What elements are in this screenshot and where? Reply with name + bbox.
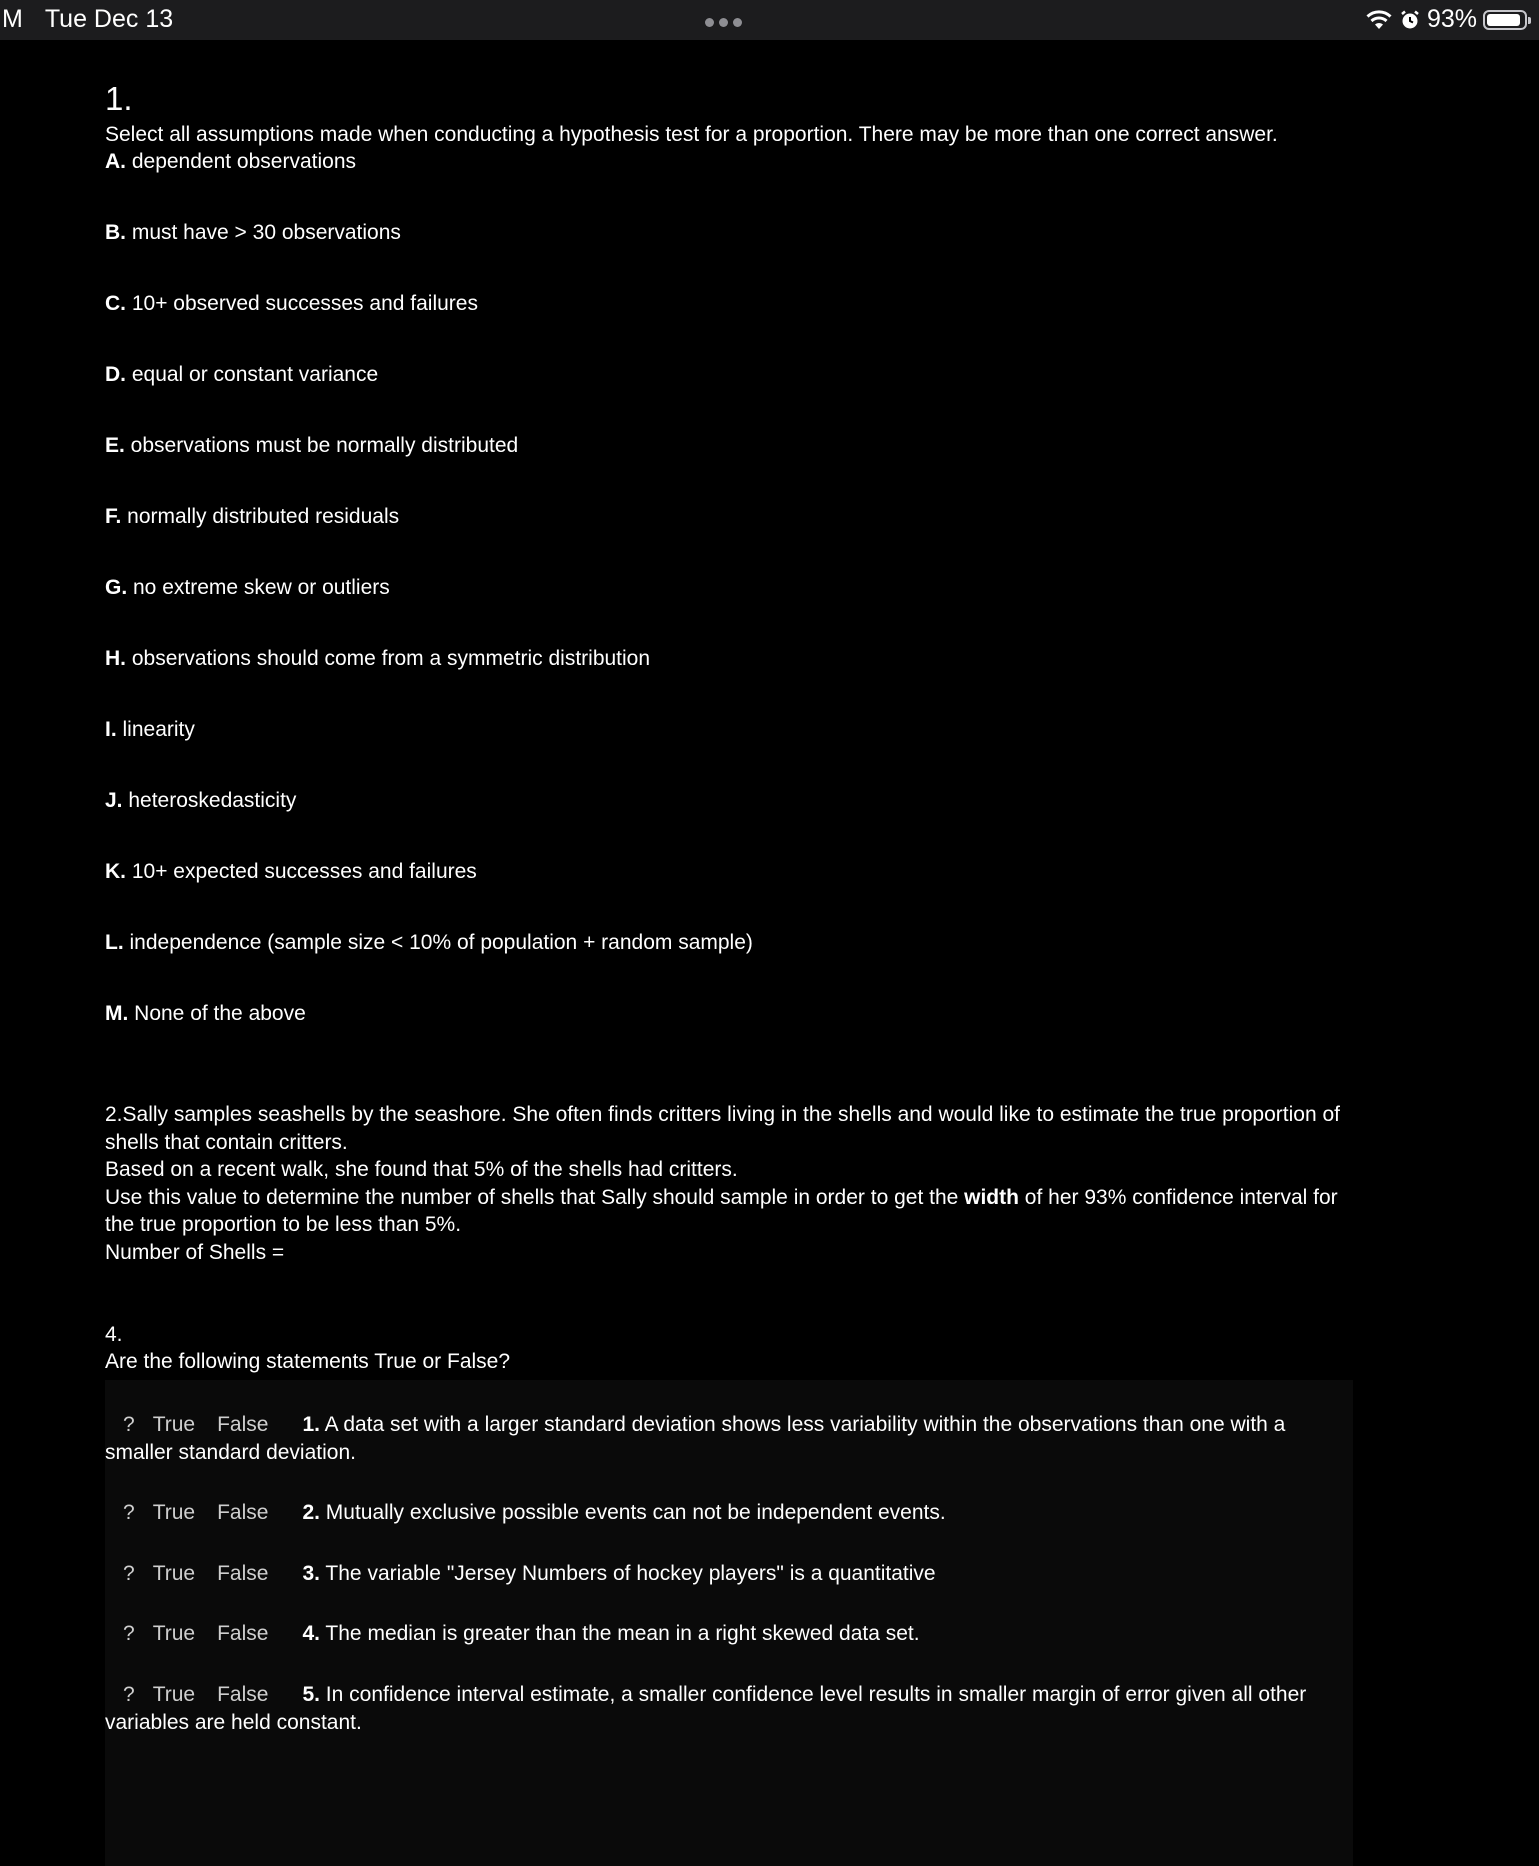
option-g[interactable]: G. no extreme skew or outliers bbox=[105, 576, 390, 599]
alarm-icon bbox=[1399, 9, 1421, 31]
tf-select-1[interactable]: ? True False bbox=[123, 1413, 269, 1436]
tf-statement-1: ? True False 1. A data set with a larger standard deviation shows less variability within the observations than one with a smaller standard deviation. bbox=[105, 1413, 1286, 1464]
question-2-text: 2.Sally samples seashells by the seashore. She often finds critters living in the shells and would like to estimate the true proportion of shells that contain critters. bbox=[105, 1103, 1340, 1154]
question-2 bbox=[105, 1101, 1355, 1267]
status-left bbox=[2, 5, 173, 34]
question-2-observation: Based on a recent walk, she found that 5% of the shells had critters. bbox=[105, 1158, 738, 1182]
option-h[interactable]: H. observations should come from a symmetric distribution bbox=[105, 647, 651, 670]
option-b[interactable]: B. must have > 30 observations bbox=[105, 221, 401, 244]
status-bar bbox=[0, 0, 1539, 40]
option-c[interactable]: C. 10+ observed successes and failures bbox=[105, 292, 478, 315]
tf-statement-3: ? True False 3. The variable "Jersey Numbers of hockey players" is a quantitative bbox=[105, 1560, 1353, 1588]
option-d[interactable]: D. equal or constant variance bbox=[105, 363, 379, 386]
question-1-prompt: Select all assumptions made when conducting a hypothesis test for a proportion. There may be more than one correct answer. bbox=[105, 123, 1278, 146]
tf-select-5[interactable]: ? True False bbox=[123, 1683, 269, 1706]
tf-statement-5: ? True False 5. In confidence interval estimate, a smaller confidence level results in smaller margin of error given all other variables are held constant. bbox=[105, 1683, 1307, 1734]
tf-select-3[interactable]: ? True False bbox=[123, 1562, 269, 1585]
multitasking-dots-icon[interactable] bbox=[705, 18, 742, 27]
question-4-number: 4. bbox=[105, 1323, 123, 1346]
battery-percent: 93% bbox=[1426, 5, 1477, 33]
tf-statement-4: ? True False 4. The median is greater than the mean in a right skewed data set. bbox=[105, 1620, 1353, 1648]
question-2-instruction: Use this value to determine the number of shells that Sally should sample in order to get the width of her 93% confidence interval for the true proportion to be less than 5%. bbox=[105, 1185, 1338, 1237]
option-m[interactable]: M. None of the above bbox=[105, 1002, 306, 1025]
status-right bbox=[1365, 5, 1527, 34]
true-false-panel bbox=[105, 1380, 1353, 1866]
question-2-answer-label: Number of Shells = bbox=[105, 1240, 285, 1264]
option-l[interactable]: L. independence (sample size < 10% of population + random sample) bbox=[105, 931, 753, 954]
option-e[interactable]: E. observations must be normally distributed bbox=[105, 434, 519, 457]
option-k[interactable]: K. 10+ expected successes and failures bbox=[105, 860, 477, 883]
status-time: Tue Dec 13 bbox=[44, 5, 174, 33]
option-j[interactable]: J. heteroskedasticity bbox=[105, 789, 297, 812]
option-f[interactable]: F. normally distributed residuals bbox=[105, 505, 400, 528]
battery-icon bbox=[1483, 10, 1527, 30]
option-a[interactable]: A. dependent observations bbox=[105, 150, 357, 173]
wifi-icon bbox=[1365, 9, 1393, 31]
question-4-prompt: Are the following statements True or False? bbox=[105, 1350, 511, 1373]
carrier-label: M bbox=[2, 5, 23, 33]
question-1-number: 1. bbox=[105, 80, 133, 117]
tf-select-4[interactable]: ? True False bbox=[123, 1622, 269, 1645]
tf-statement-2: ? True False 2. Mutually exclusive possible events can not be independent events. bbox=[105, 1499, 1353, 1527]
option-i[interactable]: I. linearity bbox=[105, 718, 195, 741]
tf-select-2[interactable]: ? True False bbox=[123, 1501, 269, 1524]
